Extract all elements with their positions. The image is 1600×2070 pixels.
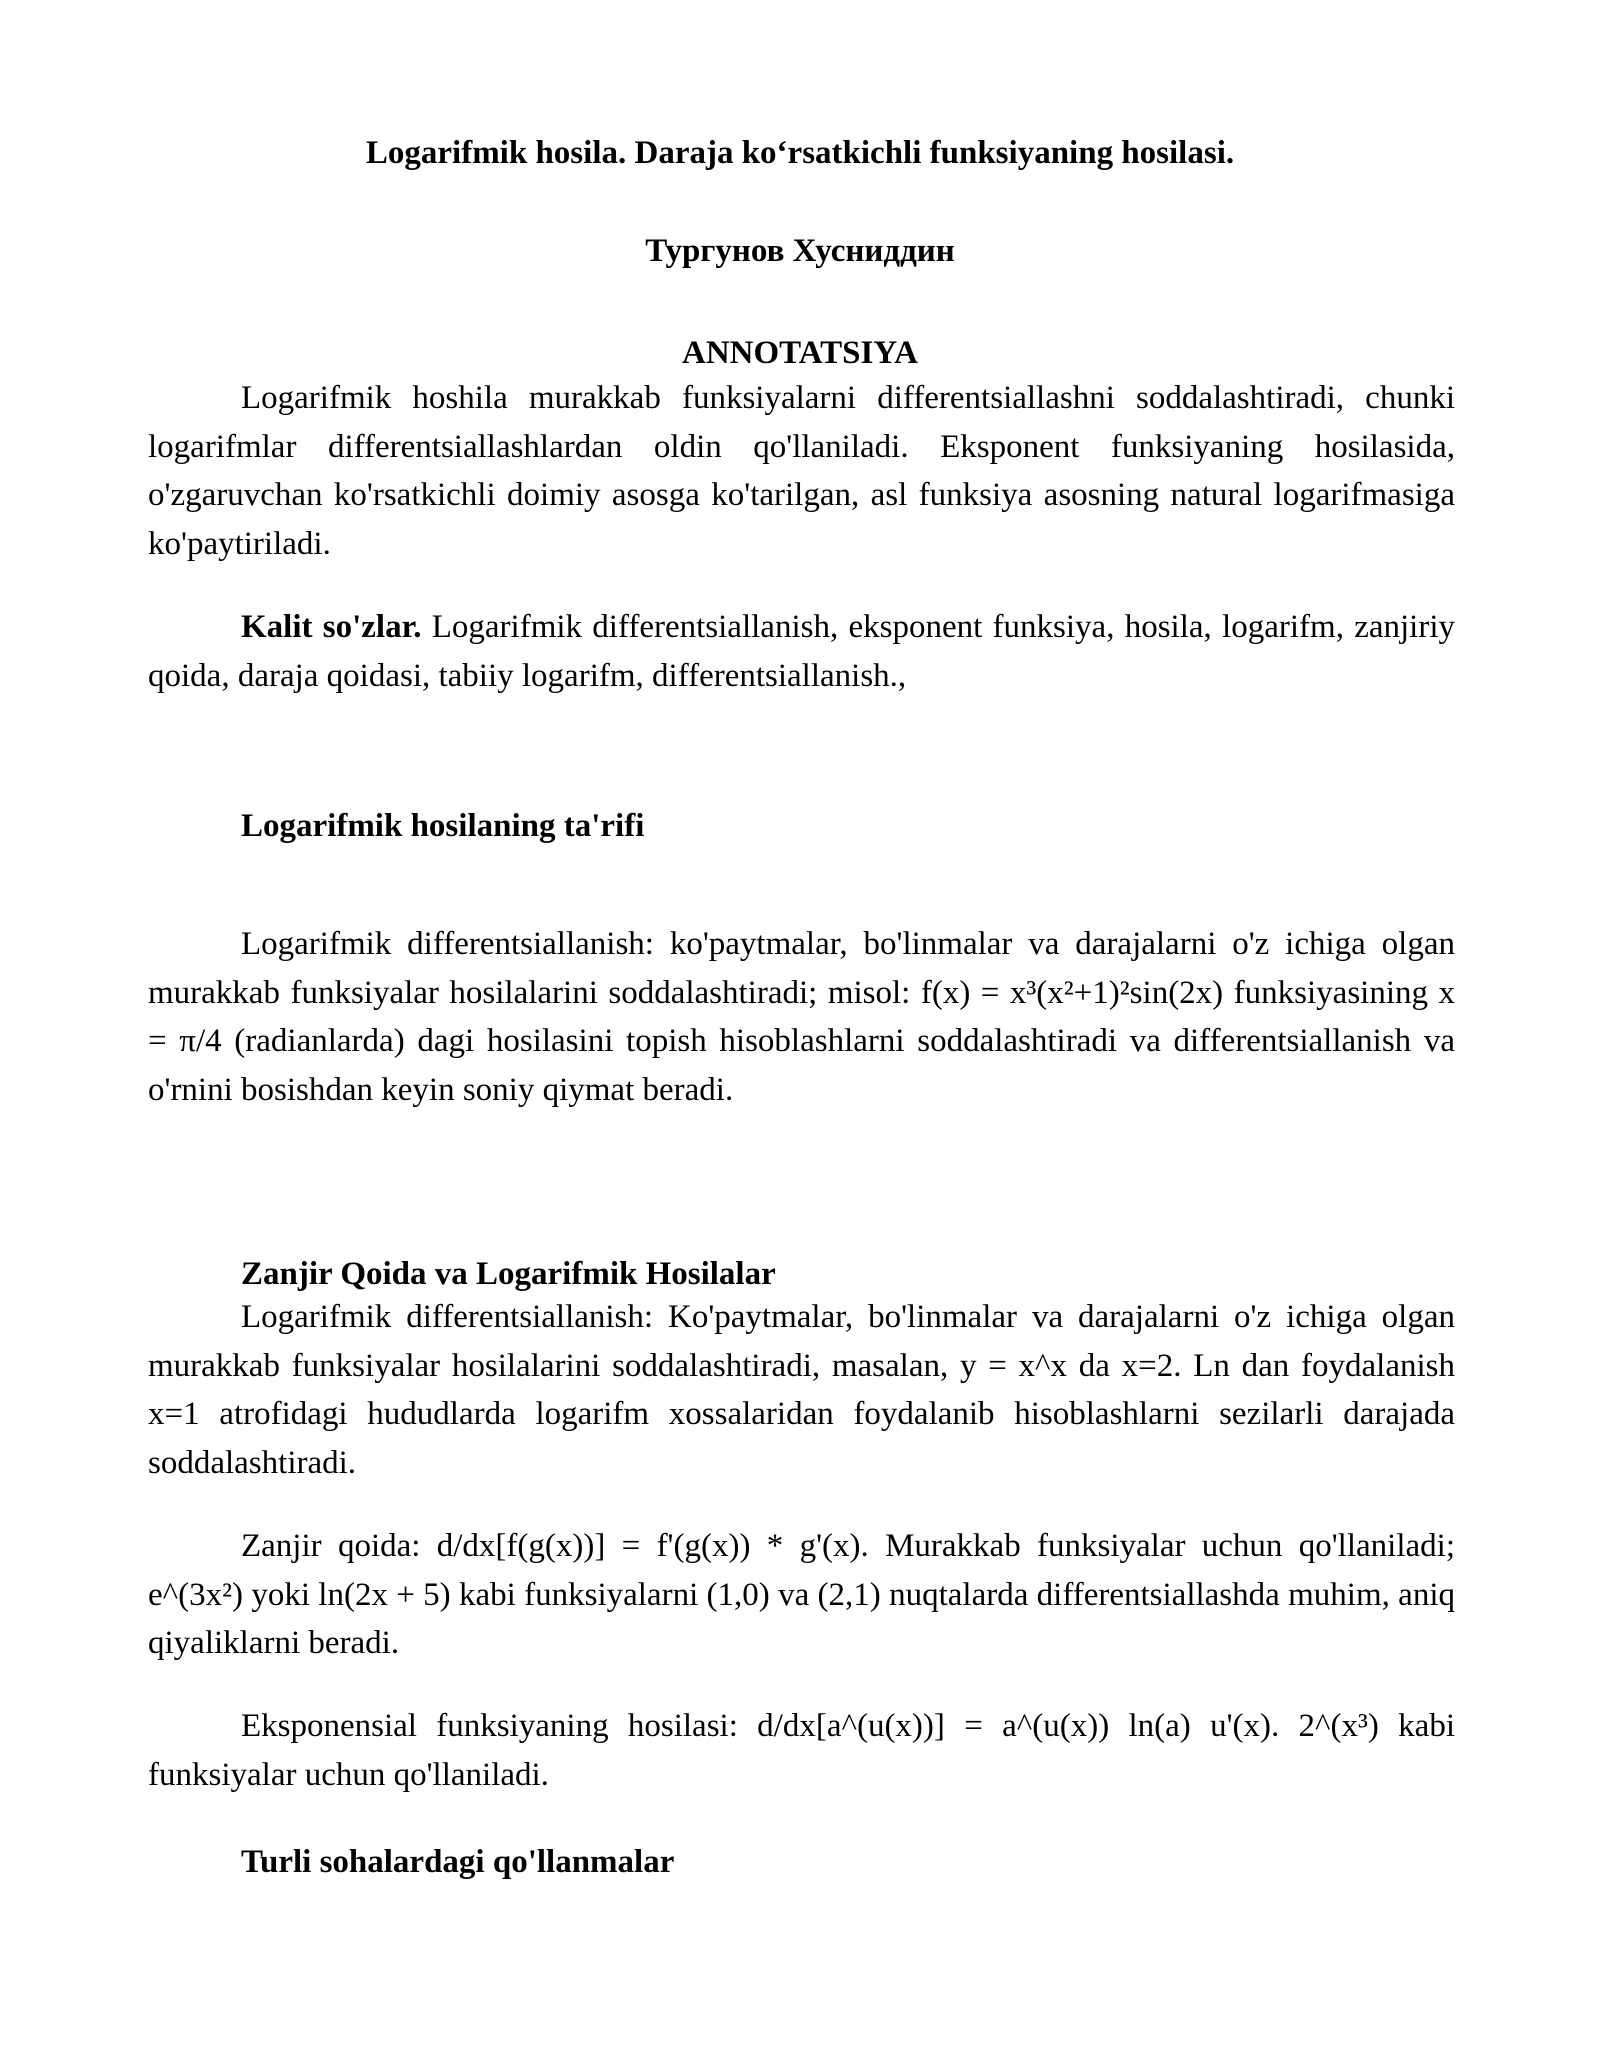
section-paragraph-definition: Logarifmik differentsiallanish: ko'paytmalar, bo'linmalar va darajalarni o'z ichiga olgan murakkab funksiyalar hosilalarini soddalashtiradi; misol: f(x) = x³(x²+1)²sin(2x) funksiyasining x = π/4 (radianlarda) dagi hosilasini topish hisoblashlarni soddalashtiradi va differentsiallanish va o'rnini bosishdan keyin soniy qiymat beradi. xyxy=(148,926,1455,1108)
section-paragraph-chain-rule-3: Eksponensial funksiyaning hosilasi: d/dx[a^(u(x))] = a^(u(x)) ln(a) u'(x). 2^(x³) kabi funksiyalar uchun qo'llaniladi. xyxy=(148,1708,1455,1793)
section-paragraph-chain-rule-1: Logarifmik differentsiallanish: Ko'paytmalar, bo'linmalar va darajalarni o'z ichiga olgan murakkab funksiyalar hosilalarini soddalashtiradi, masalan, y = x^x da x=2. Ln dan foydalanish x=1 atrofidagi hududlarda logarifm xossalaridan foydalanib hisoblashlarni sezilarli darajada soddalashtiradi. xyxy=(148,1299,1455,1481)
section-paragraph-chain-rule-2: Zanjir qoida: d/dx[f(g(x))] = f'(g(x)) * g'(x). Murakkab funksiyalar uchun qo'llaniladi; e^(3x²) yoki ln(2x + 5) kabi funksiyalarni (1,0) va (2,1) nuqtalarda differentsiallashda muhim, aniq qiyaliklarni beradi. xyxy=(148,1528,1455,1661)
section-heading-applications: Turli sohalardagi qo'llanmalar xyxy=(241,1844,675,1880)
section-heading-definition: Logarifmik hosilaning ta'rifi xyxy=(241,808,645,844)
author-name: Тургунов Хусниддин xyxy=(645,233,955,269)
keywords-text: Logarifmik differentsiallanish, eksponent funksiya, hosila, logarifm, zanjiriy qoida, daraja qoidasi, tabiiy logarifm, differentsiallanish., xyxy=(148,609,1455,694)
annotation-heading: ANNOTATSIYA xyxy=(682,335,918,371)
annotation-paragraph: Logarifmik hoshila murakkab funksiyalarni differentsiallashni soddalashtiradi, chunki logarifmlar differentsiallashlardan oldin qo'llaniladi. Eksponent funksiyaning hosilasida, o'zgaruvchan ko'rsatkichli doimiy asosga ko'tarilgan, asl funksiya asosning natural logarifmasiga ko'paytiriladi. xyxy=(148,380,1455,562)
keywords-paragraph xyxy=(148,603,1455,700)
keywords-label: Kalit so'zlar. xyxy=(241,609,422,645)
document-title: Logarifmik hosila. Daraja ko‘rsatkichli funksiyaning hosilasi. xyxy=(365,135,1235,171)
section-heading-chain-rule: Zanjir Qoida va Logarifmik Hosilalar xyxy=(241,1256,776,1292)
